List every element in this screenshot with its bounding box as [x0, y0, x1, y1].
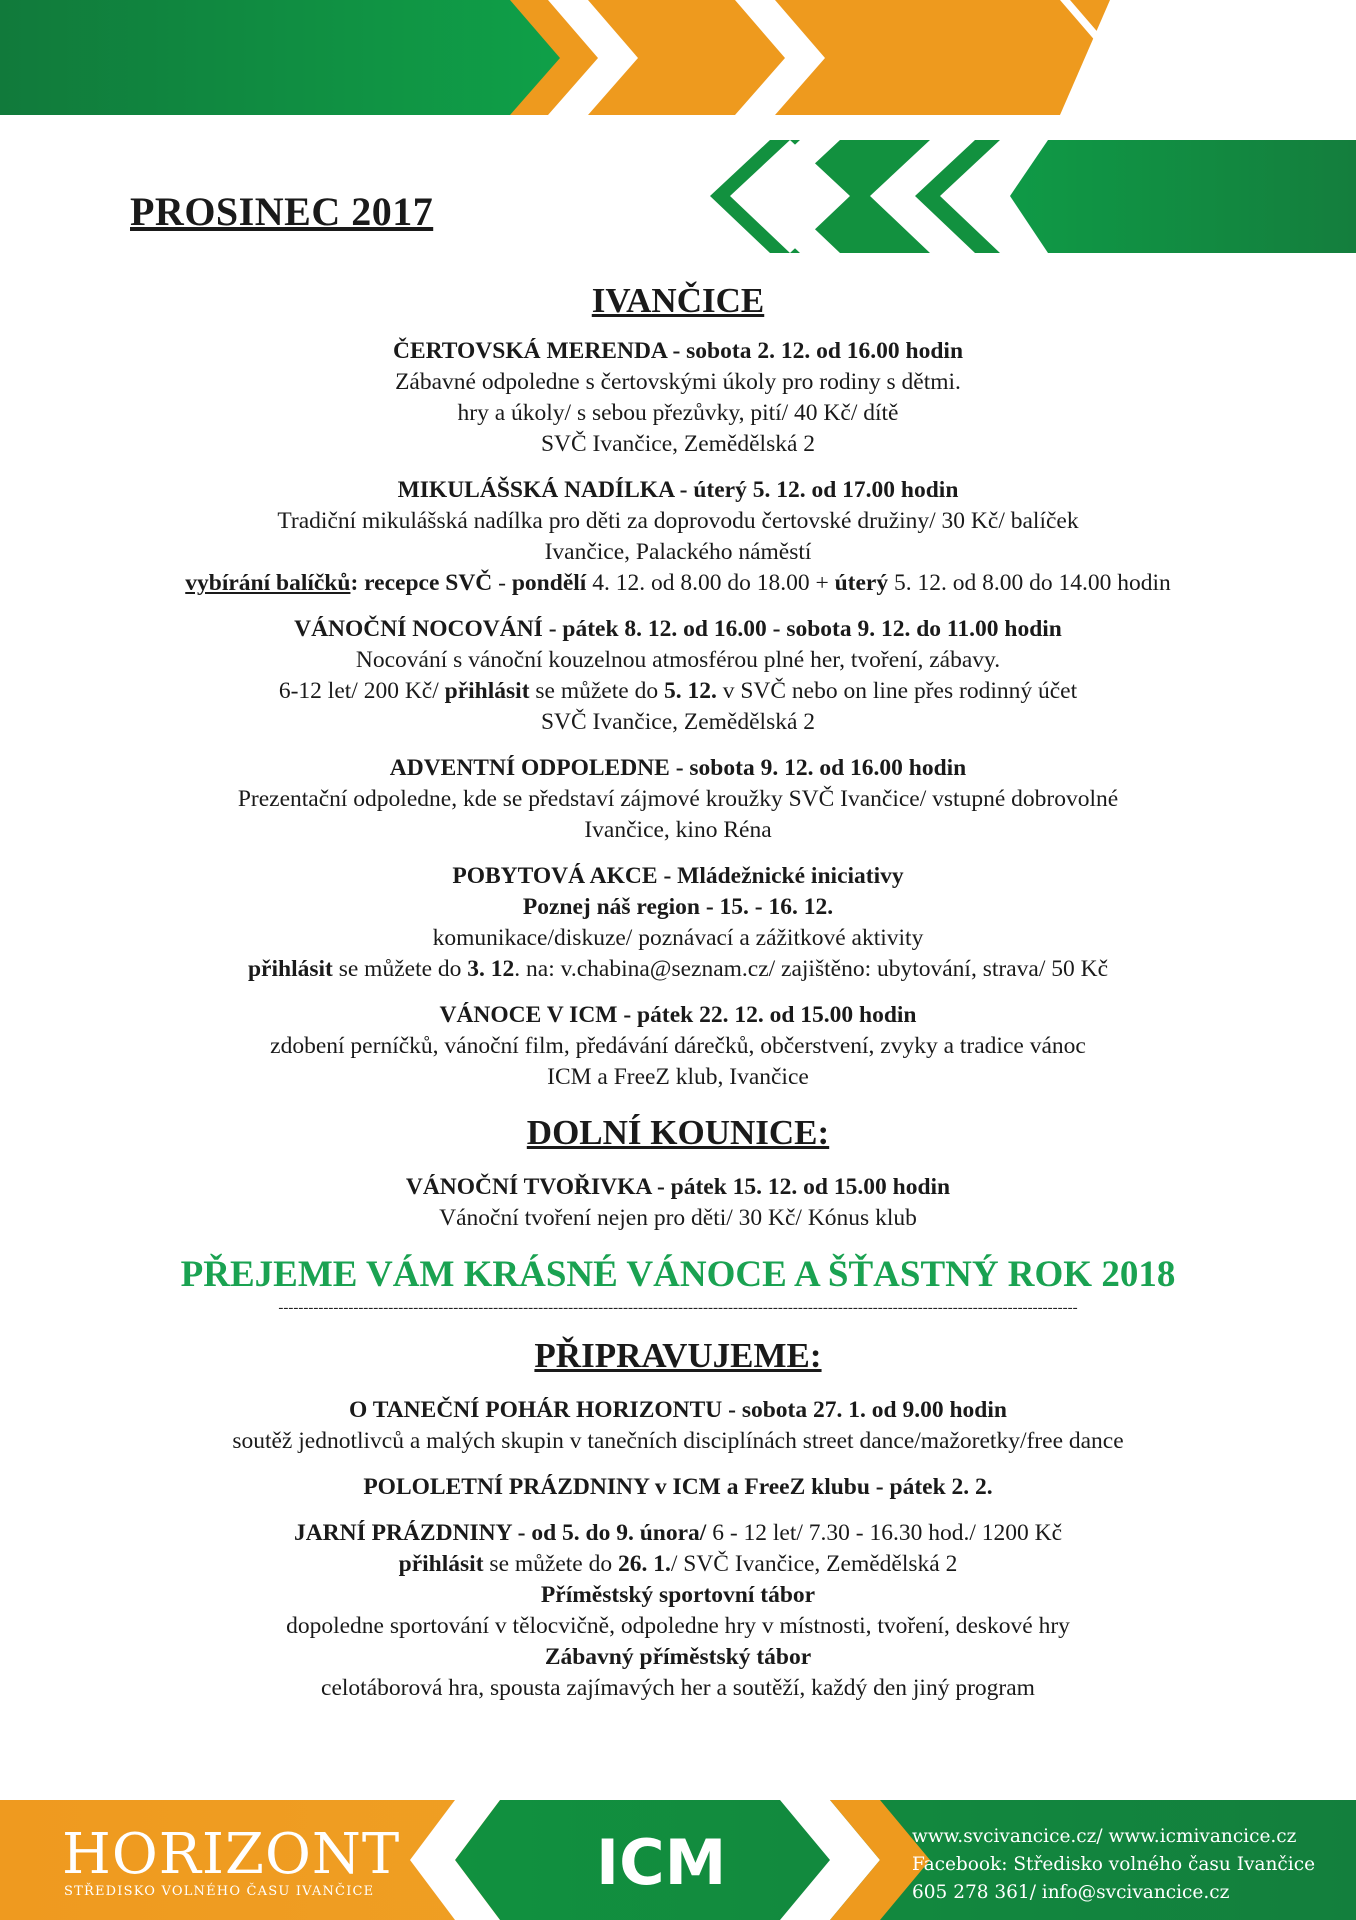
- text-segment: POBYTOVÁ AKCE - Mládežnické iniciativy: [452, 863, 904, 889]
- text-segment: se můžete do: [332, 956, 468, 982]
- mid-banner: [710, 140, 1356, 253]
- text-segment: Nocování s vánoční kouzelnou atmosférou plné her, tvoření, zábavy.: [355, 647, 1001, 673]
- text-segment: 26. 1.: [617, 1551, 671, 1577]
- event-detail: [0, 1642, 1356, 1673]
- event-block: [0, 753, 1356, 846]
- text-segment: dopoledne sportování v tělocvičně, odpoledne hry v místnosti, tvoření, deskové hry: [286, 1613, 1070, 1639]
- event-title: [0, 753, 1356, 784]
- upcoming-heading: PŘIPRAVUJEME:: [534, 1336, 822, 1375]
- text-segment: 5. 12. od 8.00 do 14.00 hodin: [888, 570, 1171, 596]
- event-detail: [0, 1203, 1356, 1234]
- horizont-logo: HORIZONT: [62, 1822, 401, 1887]
- text-segment: / SVČ Ivančice, Zemědělská 2: [670, 1551, 958, 1577]
- month-title: PROSINEC 2017: [130, 189, 434, 234]
- text-segment: . na: v.chabina@seznam.cz/ zajištěno: ubytování, strava/ 50 Kč: [514, 956, 1109, 982]
- text-segment: zdobení perníčků, vánoční film, předávání dárečků, občerstvení, zvyky a tradice vánoc: [270, 1033, 1086, 1059]
- text-segment: přihlásit: [247, 956, 333, 982]
- event-title: [0, 1000, 1356, 1031]
- text-segment: úterý: [834, 570, 889, 596]
- event-detail: [0, 707, 1356, 738]
- event-title: [0, 861, 1356, 892]
- footer-phone-email: 605 278 361/ info@svcivancice.cz: [912, 1882, 1230, 1903]
- text-segment: 3. 12: [467, 956, 515, 982]
- event-detail: [0, 954, 1356, 985]
- text-segment: Tradiční mikulášská nadílka pro děti za doprovodu čertovské družiny/ 30 Kč/ balíček: [277, 508, 1079, 534]
- text-segment: soutěž jednotlivců a malých skupin v tanečních disciplínách street dance/mažoretky/free dance: [232, 1428, 1124, 1454]
- event-detail: [0, 815, 1356, 846]
- text-segment: přihlásit: [444, 678, 530, 704]
- event-detail: [0, 398, 1356, 429]
- footer-facebook: Facebook: Středisko volného času Ivančice: [912, 1854, 1316, 1875]
- text-segment: komunikace/diskuze/ poznávací a zážitkové aktivity: [432, 925, 924, 951]
- event-detail: [0, 1611, 1356, 1642]
- text-segment: : recepce SVČ: [350, 570, 493, 596]
- text-segment: 6 - 12 let/ 7.30 - 16.30 hod./ 1200 Kč: [706, 1520, 1063, 1546]
- event-detail: [0, 784, 1356, 815]
- event-block: [0, 614, 1356, 738]
- text-segment: VÁNOCE V ICM - pátek 22. 12. od 15.00 hodin: [439, 1002, 917, 1028]
- event-detail: [0, 568, 1356, 599]
- event-detail: [0, 1580, 1356, 1611]
- event-detail: [0, 923, 1356, 954]
- text-segment: se můžete do: [483, 1551, 618, 1577]
- horizont-logo-subtitle: STŘEDISKO VOLNÉHO ČASU IVANČICE: [64, 1884, 375, 1899]
- text-segment: Zábavný příměstský tábor: [544, 1644, 812, 1670]
- text-segment: pondělí: [511, 570, 587, 596]
- event-block: [0, 1395, 1356, 1457]
- text-segment: vybírání balíčků: [185, 570, 351, 596]
- text-segment: se můžete do: [529, 678, 664, 704]
- text-segment: -: [492, 570, 512, 596]
- location-heading: DOLNÍ KOUNICE:: [526, 1113, 830, 1152]
- text-segment: Ivančice, Palackého náměstí: [544, 539, 812, 565]
- event-title: [0, 1395, 1356, 1426]
- text-segment: Poznej náš region - 15. - 16. 12.: [522, 894, 834, 920]
- text-segment: POLOLETNÍ PRÁZDNINY v ICM a FreeZ klubu - pátek 2. 2.: [363, 1474, 993, 1500]
- text-segment: ČERTOVSKÁ MERENDA - sobota 2. 12. od 16.00 hodin: [392, 338, 964, 364]
- text-segment: SVČ Ivančice, Zemědělská 2: [540, 431, 816, 457]
- icm-logo: ICM: [596, 1826, 727, 1899]
- text-segment: ADVENTNÍ ODPOLEDNE - sobota 9. 12. od 16.00 hodin: [389, 755, 967, 781]
- text-segment: 6-12 let/ 200 Kč/: [278, 678, 445, 704]
- text-segment: přihlásit: [398, 1551, 484, 1577]
- program-content: [0, 276, 1356, 1719]
- event-title: [0, 1518, 1356, 1549]
- event-detail: [0, 429, 1356, 460]
- text-segment: VÁNOČNÍ TVOŘIVKA - pátek 15. 12. od 15.00 hodin: [405, 1174, 951, 1200]
- event-title: [0, 336, 1356, 367]
- event-detail: [0, 1031, 1356, 1062]
- event-detail: [0, 645, 1356, 676]
- event-block: [0, 1472, 1356, 1503]
- event-block: [0, 336, 1356, 460]
- text-segment: 4. 12. od 8.00 do 18.00 +: [586, 570, 835, 596]
- text-segment: hry a úkoly/ s sebou přezůvky, pití/ 40 Kč/ dítě: [457, 400, 899, 426]
- text-segment: celotáborová hra, spousta zajímavých her a soutěží, každý den jiný program: [321, 1675, 1035, 1701]
- text-segment: Vánoční tvoření nejen pro děti/ 30 Kč/ Kónus klub: [439, 1205, 917, 1231]
- text-segment: ICM a FreeZ klub, Ivančice: [547, 1064, 809, 1090]
- event-detail: [0, 1673, 1356, 1704]
- event-detail: [0, 1549, 1356, 1580]
- text-segment: MIKULÁŠSKÁ NADÍLKA - úterý 5. 12. od 17.00 hodin: [397, 477, 959, 503]
- event-detail: [0, 1426, 1356, 1457]
- event-title: [0, 475, 1356, 506]
- separator: ----------------------------------------------------------------------------------------------------------------------------------------------------------------: [278, 1301, 1078, 1315]
- text-segment: JARNÍ PRÁZDNINY - od 5. do 9. února/: [293, 1520, 707, 1546]
- text-segment: SVČ Ivančice, Zemědělská 2: [540, 709, 816, 735]
- event-detail: [0, 892, 1356, 923]
- footer-websites: www.svcivancice.cz/ www.icmivancice.cz: [912, 1826, 1297, 1847]
- event-block: [0, 1000, 1356, 1093]
- location-heading: IVANČICE: [591, 281, 765, 320]
- event-title: [0, 1472, 1356, 1503]
- event-detail: [0, 1062, 1356, 1093]
- event-block: [0, 1172, 1356, 1234]
- event-detail: [0, 676, 1356, 707]
- top-banner: [0, 0, 1120, 115]
- greeting: PŘEJEME VÁM KRÁSNÉ VÁNOCE A ŠŤASTNÝ ROK 2018: [180, 1254, 1176, 1295]
- event-block: [0, 861, 1356, 985]
- text-segment: VÁNOČNÍ NOCOVÁNÍ - pátek 8. 12. od 16.00 - sobota 9. 12. do 11.00 hodin: [294, 616, 1062, 642]
- text-segment: Příměstský sportovní tábor: [540, 1582, 816, 1608]
- text-segment: Ivančice, kino Réna: [584, 817, 772, 843]
- event-block: [0, 1518, 1356, 1704]
- event-detail: [0, 506, 1356, 537]
- text-segment: Prezentační odpoledne, kde se představí zájmové kroužky SVČ Ivančice/ vstupné dobrovolné: [237, 786, 1119, 812]
- event-title: [0, 614, 1356, 645]
- event-detail: [0, 367, 1356, 398]
- text-segment: O TANEČNÍ POHÁR HORIZONTU - sobota 27. 1. od 9.00 hodin: [349, 1397, 1007, 1423]
- event-block: [0, 475, 1356, 599]
- text-segment: v SVČ nebo on line přes rodinný účet: [716, 678, 1078, 704]
- text-segment: Zábavné odpoledne s čertovskými úkoly pro rodiny s dětmi.: [395, 369, 961, 395]
- text-segment: 5. 12.: [663, 678, 717, 704]
- event-title: [0, 1172, 1356, 1203]
- event-detail: [0, 537, 1356, 568]
